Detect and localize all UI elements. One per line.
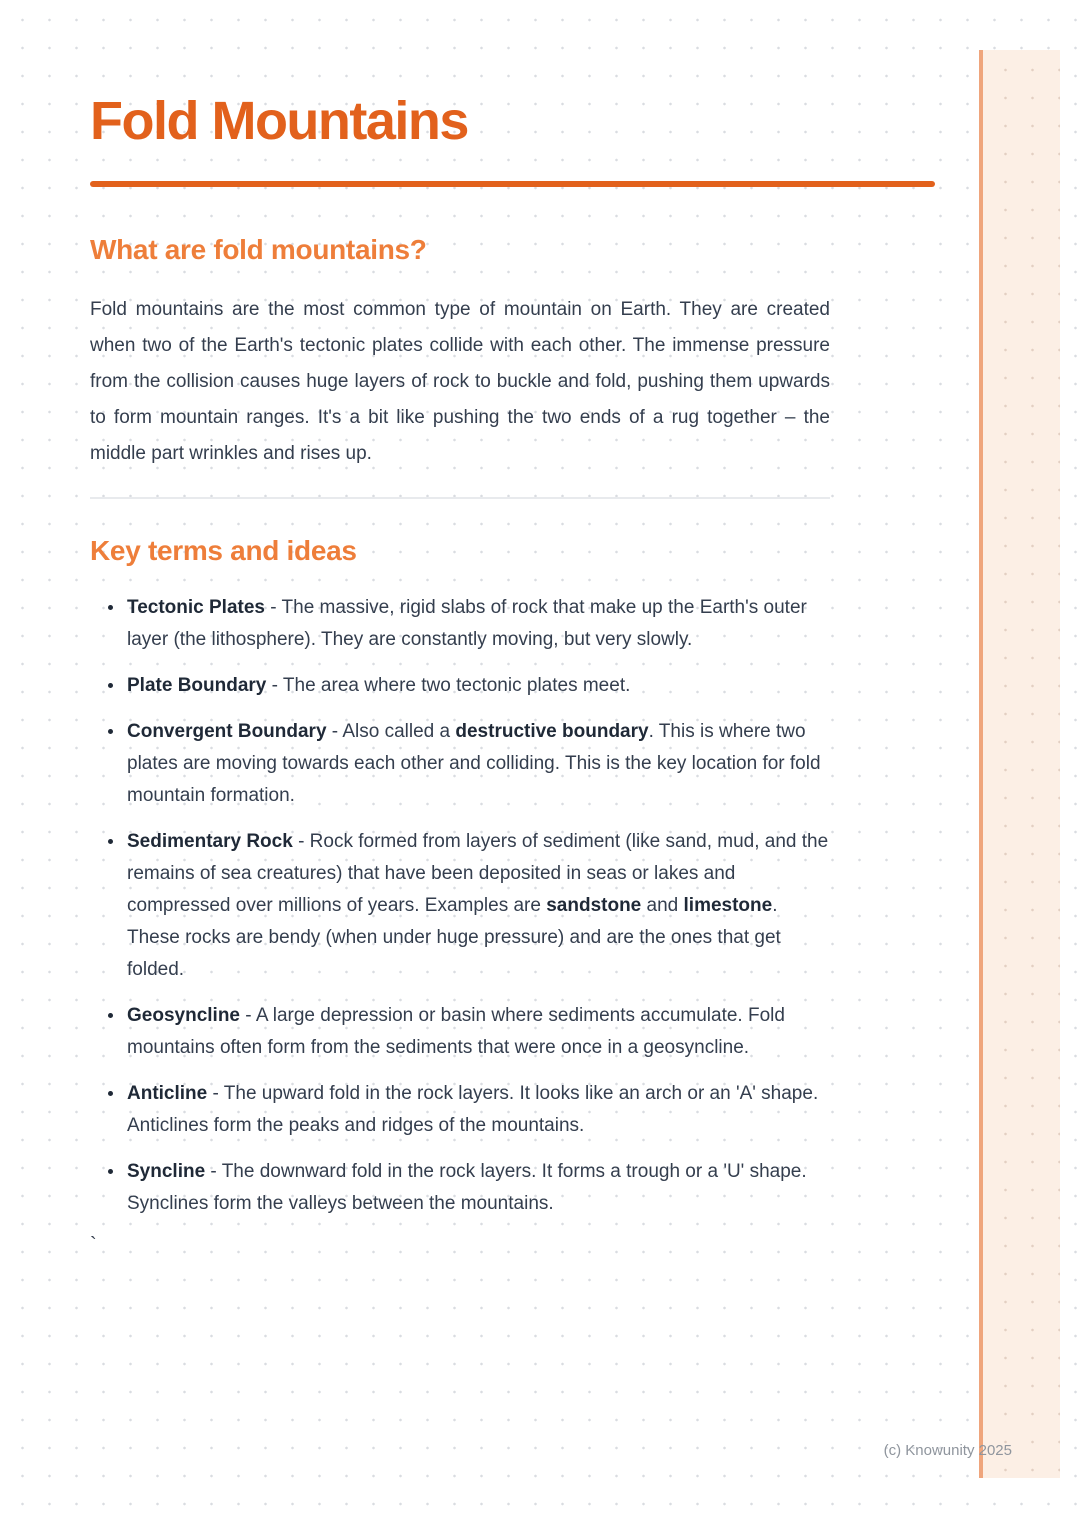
page-title: Fold Mountains — [90, 91, 468, 151]
copyright-footer: (c) Knowunity 2025 — [883, 1442, 1012, 1459]
key-term-item: • Tectonic Plates - The massive, rigid slabs of rock that make up the Earth's outer layer (the lithosphere). They are constantly moving, but very slowly. — [125, 592, 830, 656]
section-heading-key-terms: Key terms and ideas — [90, 534, 357, 566]
key-term-item: • Geosyncline - A large depression or basin where sediments accumulate. Fold mountains often form from the sediments that were once in a geosyncline. — [125, 1000, 830, 1064]
key-term-item: • Plate Boundary - The area where two tectonic plates meet. — [125, 670, 830, 702]
section-heading-intro: What are fold mountains? — [90, 234, 427, 266]
intro-paragraph: Fold mountains are the most common type of mountain on Earth. They are created when two of the Earth's tectonic plates collide with each other. The immense pressure from the collision causes huge layers of rock to buckle and fold, pushing them upwards to form mountain ranges. It's a bit like pushing the two ends of a rug together – the middle part wrinkles and rises up. — [90, 298, 830, 464]
key-term-item: • Anticline - The upward fold in the rock layers. It looks like an arch or an 'A' shape. Anticlines form the peaks and ridges of the mountains. — [125, 1078, 830, 1142]
key-term-item: • Convergent Boundary - Also called a destructive boundary. This is where two plates are moving towards each other and colliding. This is the key location for fold mountain formation. — [125, 716, 830, 812]
key-term-item: • Sedimentary Rock - Rock formed from layers of sediment (like sand, mud, and the remains of sea creatures) that have been deposited in seas or lakes and compressed over millions of years. Examples are sandstone and limestone. These rocks are bendy (when under huge pressure) and are the ones that get folded. — [125, 826, 830, 986]
accent-strip — [979, 50, 1060, 1478]
section-divider — [90, 497, 830, 499]
key-terms-list — [90, 592, 830, 1220]
content-area — [90, 92, 830, 1257]
stray-backtick-mark: ` — [90, 1233, 97, 1256]
title-underline-rule — [90, 181, 935, 187]
key-term-item: • Syncline - The downward fold in the rock layers. It forms a trough or a 'U' shape. Synclines form the valleys between the mountains. — [125, 1156, 830, 1220]
